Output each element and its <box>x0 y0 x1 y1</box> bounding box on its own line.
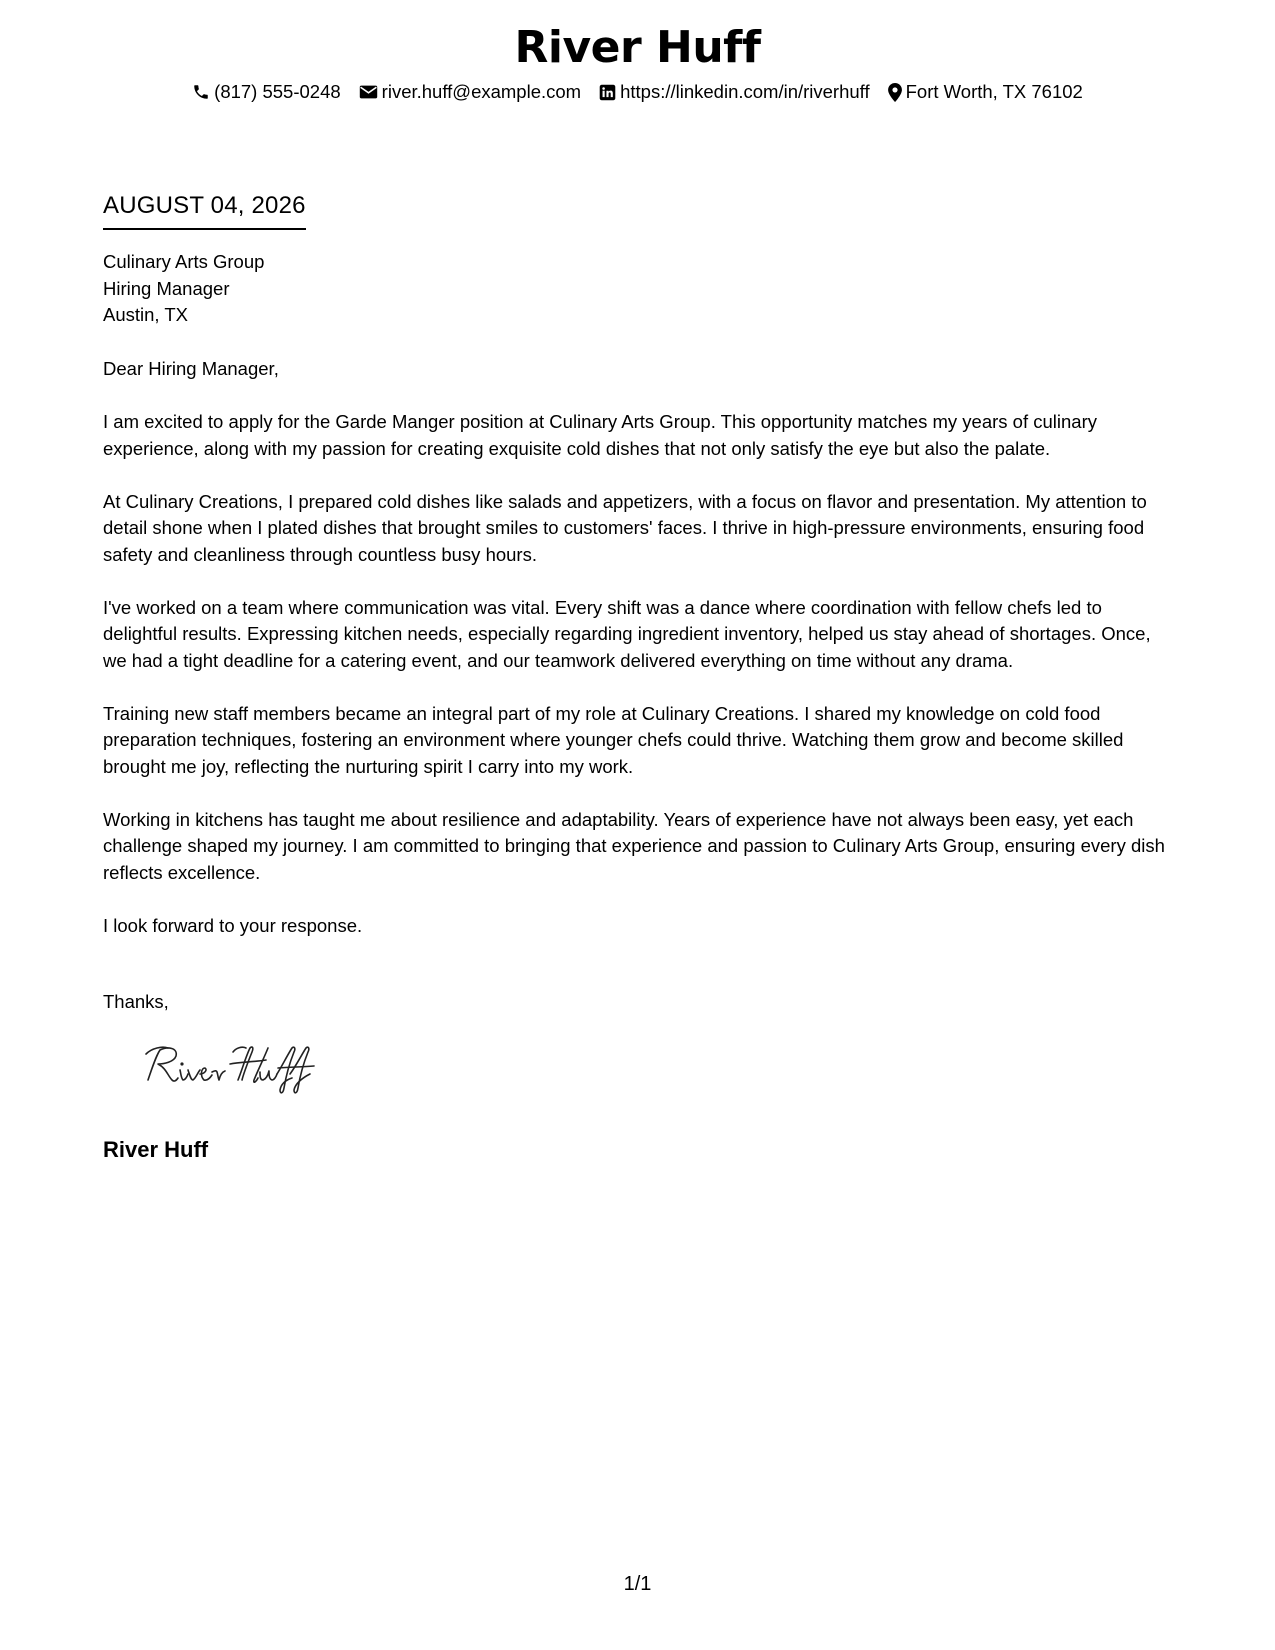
body-paragraph: At Culinary Creations, I prepared cold dishes like salads and appetizers, with a focus on flavor and presentation. My attention to detail shone when I plated dishes that brought smiles to customers' faces. I thrive in high-pressure environments, ensuring food safety and cleanliness through countless busy hours. <box>103 490 1147 565</box>
contact-phone <box>192 78 341 106</box>
recipient-title: Hiring Manager <box>103 277 230 299</box>
page-number: 1/1 <box>623 1573 652 1595</box>
body-paragraph: I look forward to your response. <box>103 914 363 936</box>
location-text: Fort Worth, TX 76102 <box>905 81 1083 102</box>
contact-email <box>359 78 581 106</box>
recipient-company: Culinary Arts Group <box>103 251 265 272</box>
phone-icon <box>192 83 210 101</box>
handwritten-signature <box>138 1040 328 1098</box>
contact-location <box>888 78 1083 106</box>
contact-linkedin <box>599 78 870 106</box>
applicant-name: River Huff <box>514 22 761 73</box>
body-paragraph: Training new staff members became an integral part of my role at Culinary Creations. I shared my knowledge on cold food preparation techniques, fostering an environment where younger chefs could thrive. Watching them grow and become skilled brought me joy, reflecting the nurturing spirit I carry into my work. <box>103 702 1124 777</box>
envelope-icon <box>359 84 378 100</box>
email-address: river.huff@example.com <box>381 81 582 102</box>
body-paragraph: I've worked on a team where communication was vital. Every shift was a dance where coordination with fellow chefs led to delightful results. Expressing kitchen needs, especially regarding ingredient inventory, helped us stay ahead of shortages. Once, we had a tight deadline for a catering event, and our teamwork delivered everything on time without any drama. <box>103 596 1151 671</box>
contact-info <box>0 78 1275 106</box>
closing-line: Thanks, <box>103 991 169 1012</box>
linkedin-icon <box>599 84 616 101</box>
body-paragraph: I am excited to apply for the Garde Manger position at Culinary Arts Group. This opportunity matches my years of culinary experience, along with my passion for creating exquisite cold dishes that not only satisfy the eye but also the palate. <box>103 411 1097 459</box>
body-paragraph: Working in kitchens has taught me about resilience and adaptability. Years of experience have not always been easy, yet each challenge shaped my journey. I am committed to bringing that experience and passion to Culinary Arts Group, ensuring every dish reflects excellence. <box>103 808 1165 883</box>
recipient-city: Austin, TX <box>103 304 189 325</box>
map-pin-icon <box>888 83 902 102</box>
phone-number: (817) 555-0248 <box>214 81 341 102</box>
letter-body <box>103 356 1178 966</box>
letter-date: AUGUST 04, 2026 <box>103 190 306 230</box>
signer-name: River Huff <box>103 1137 209 1162</box>
salutation: Dear Hiring Manager, <box>103 358 279 379</box>
recipient-block <box>103 249 264 329</box>
linkedin-url: https://linkedin.com/in/riverhuff <box>620 81 870 102</box>
